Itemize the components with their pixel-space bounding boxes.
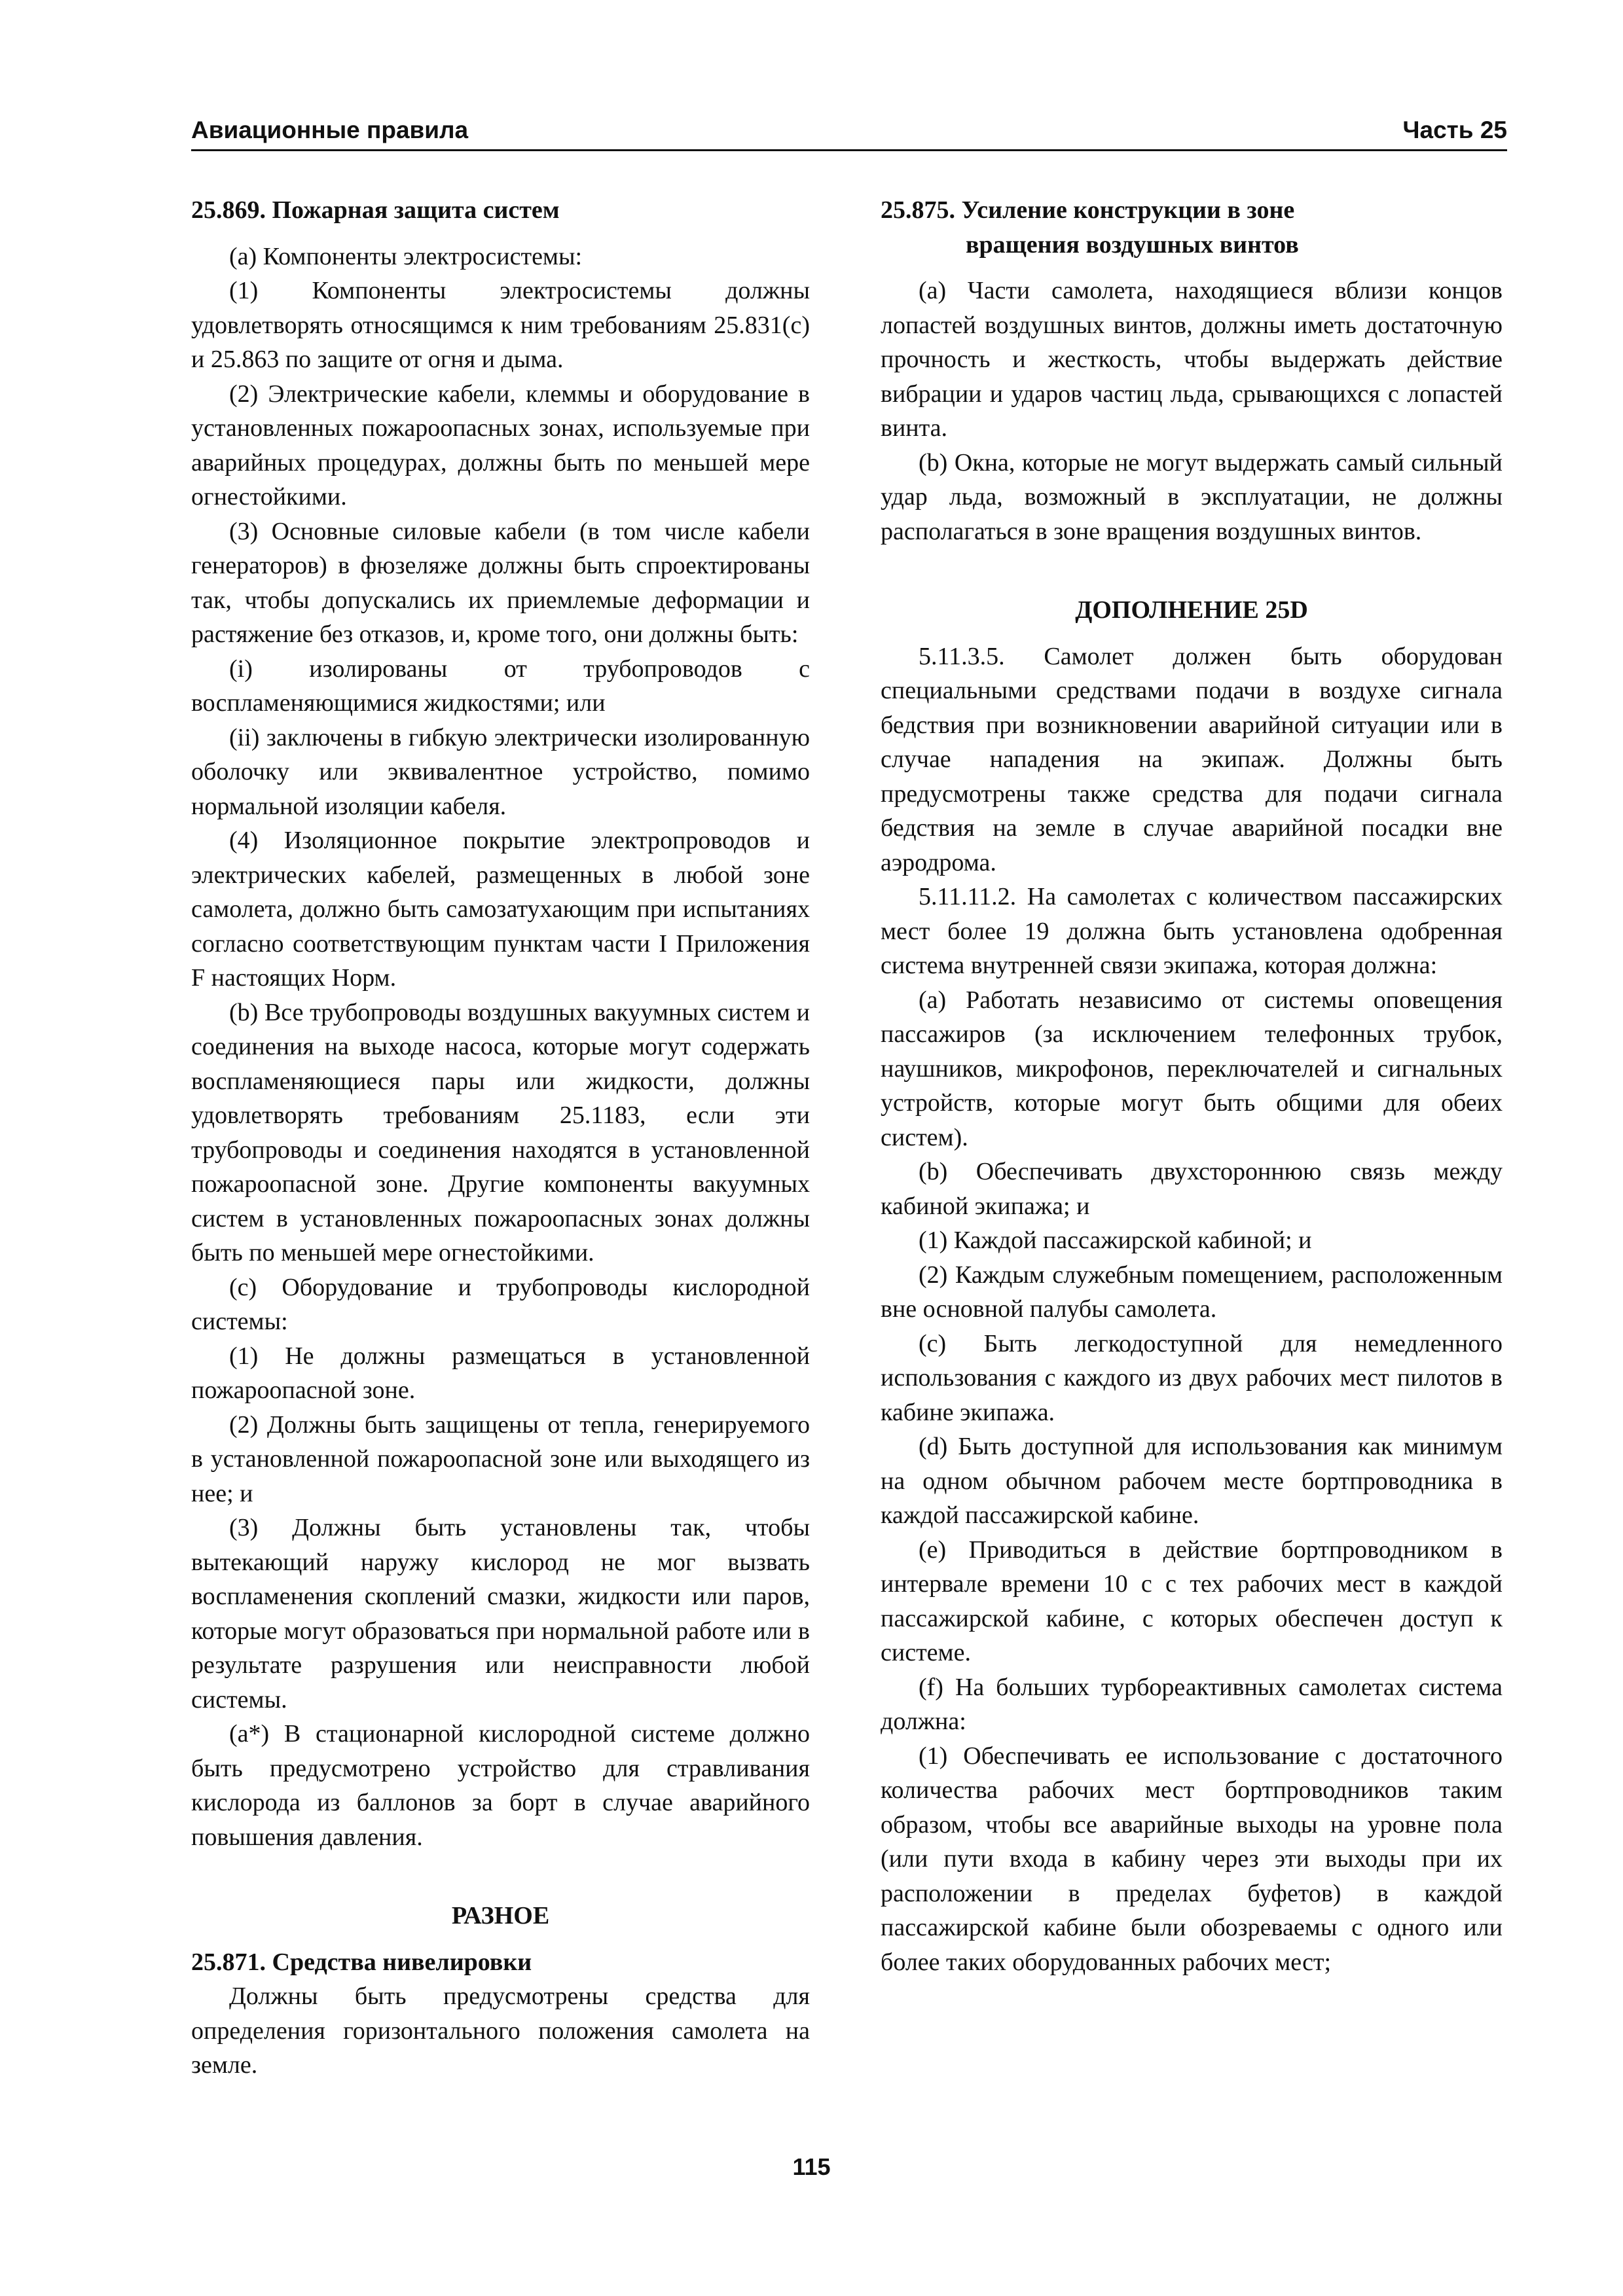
paragraph: (c) Оборудование и трубопроводы кислородной системы: [191, 1273, 810, 1335]
heading-supplement-25d: ДОПОЛНЕНИЕ 25D [1075, 596, 1308, 624]
paragraph: (1) Обеспечивать ее использование с достаточного количества рабочих мест бортпроводников таким образом, чтобы все аварийные выходы на уровне пола (или пути входа в кабину через эти выходы при их расположении в пределах буфетов) в каждой пассажирской кабине были обозреваемы с одного или более таких оборудованных рабочих мест; [881, 1742, 1503, 1976]
paragraph: (1) Не должны размещаться в установленной пожароопасной зоне. [191, 1342, 810, 1404]
paragraph: (b) Окна, которые не могут выдержать самый сильный удар льда, возможный в эксплуатации, не должны располагаться в зоне вращения воздушных винтов. [881, 448, 1503, 545]
paragraph: (a) Работать независимо от системы оповещения пассажиров (за исключением телефонных трубок, наушников, микрофонов, переключателей и сигнальных устройств, которые могут быть общими для обеих систем). [881, 986, 1503, 1151]
section-title-25-869: 25.869. Пожарная защита систем [191, 196, 560, 224]
paragraph: (2) Каждым служебным помещением, расположенным вне основной палубы самолета. [881, 1261, 1503, 1323]
header-title: Авиационные правила [191, 117, 469, 143]
paragraph: (b) Все трубопроводы воздушных вакуумных систем и соединения на выходе насоса, которые могут содержать воспламеняющиеся пары или жидкости, должны удовлетворять требованиям 25.1183, если эти трубопроводы и соединения находятся в установленной пожароопасной зоне. Другие компоненты вакуумных систем в установленных пожароопасных зонах должны быть по меньшей мере огнестойкими. [191, 998, 810, 1266]
section-title-25-875 [881, 193, 1503, 262]
left-column [191, 193, 810, 2083]
paragraph: (a) Части самолета, находящиеся вблизи концов лопастей воздушных винтов, должны иметь достаточную прочность и жесткость, чтобы выдержать действие вибрации и ударов частиц льда, срывающихся с лопастей винта. [881, 277, 1503, 442]
paragraph: (c) Быть легкодоступной для немедленного использования с каждого из двух рабочих мест пилотов в кабине экипажа. [881, 1329, 1503, 1426]
section-title-25-875-line2: вращения воздушных винтов [966, 230, 1299, 259]
paragraph: (3) Основные силовые кабели (в том числе кабели генераторов) в фюзеляже должны быть спроектированы так, чтобы допускались их приемлемые деформации и растяжение без отказов, и, кроме того, они должны быть: [191, 517, 810, 648]
paragraph: 5.11.11.2. На самолетах с количеством пассажирских мест более 19 должна быть установлена одобренная система внутренней связи экипажа, которая должна: [881, 883, 1503, 979]
paragraph: (2) Должны быть защищены от тепла, генерируемого в установленной пожароопасной зоне или выходящего из нее; и [191, 1410, 810, 1507]
right-column [881, 193, 1503, 1979]
section-title-25-875-line1: 25.875. Усиление конструкции в зоне [881, 196, 1295, 224]
paragraph: (ii) заключены в гибкую электрически изолированную оболочку или эквивалентное устройство, помимо нормальной изоляции кабеля. [191, 723, 810, 820]
header-part: Часть 25 [1402, 117, 1507, 143]
heading-misc: РАЗНОЕ [451, 1902, 550, 1929]
page-number: 115 [792, 2153, 831, 2180]
paragraph: (3) Должны быть установлены так, чтобы вытекающий наружу кислород не мог вызвать воспламенения скоплений смазки, жидкости или паров, которые могут образоваться при нормальной работе или в результате разрушения или неисправности любой системы. [191, 1514, 810, 1713]
paragraph: (b) Обеспечивать двухстороннюю связь между кабиной экипажа; и [881, 1158, 1503, 1220]
paragraph: (a*) В стационарной кислородной системе должно быть предусмотрено устройство для стравливания кислорода из баллонов за борт в случае аварийного повышения давления. [191, 1720, 810, 1851]
running-header [191, 113, 1507, 152]
section-title-25-871: 25.871. Средства нивелировки [191, 1948, 532, 1976]
paragraph: (2) Электрические кабели, клеммы и оборудование в установленных пожароопасных зонах, используемые при аварийных процедурах, должны быть по меньшей мере огнестойкими. [191, 380, 810, 511]
paragraph: 5.11.3.5. Самолет должен быть оборудован специальными средствами подачи в воздухе сигнала бедствия при возникновении аварийной ситуации или в случае нападения на экипаж. Должны быть предусмотрены также средства для подачи сигнала бедствия на земле в случае аварийной посадки вне аэродрома. [881, 642, 1503, 876]
paragraph: (f) На больших турбореактивных самолетах система должна: [881, 1673, 1503, 1735]
paragraph: (d) Быть доступной для использования как минимум на одном обычном рабочем месте бортпроводника в каждой пассажирской кабине. [881, 1433, 1503, 1529]
paragraph: (e) Приводиться в действие бортпроводником в интервале времени 10 с с тех рабочих мест в каждой пассажирской кабине, с которых обеспечен доступ к системе. [881, 1535, 1503, 1666]
paragraph: (1) Каждой пассажирской кабиной; и [919, 1227, 1312, 1254]
paragraph: (4) Изоляционное покрытие электропроводов и электрических кабелей, размещенных в любой зоне самолета, должно быть самозатухающим при испытаниях согласно соответствующим пунктам части I Приложения F настоящих Норм. [191, 827, 810, 992]
paragraph: (a) Компоненты электросистемы: [229, 242, 583, 270]
paragraph: Должны быть предусмотрены средства для определения горизонтального положения самолета на земле. [191, 1982, 810, 2079]
header-rule [191, 149, 1507, 151]
paragraph: (i) изолированы от трубопроводов с воспламеняющимися жидкостями; или [191, 655, 810, 717]
paragraph: (1) Компоненты электросистемы должны удовлетворять относящимся к ним требованиям 25.831(c) и 25.863 по защите от огня и дыма. [191, 277, 810, 373]
